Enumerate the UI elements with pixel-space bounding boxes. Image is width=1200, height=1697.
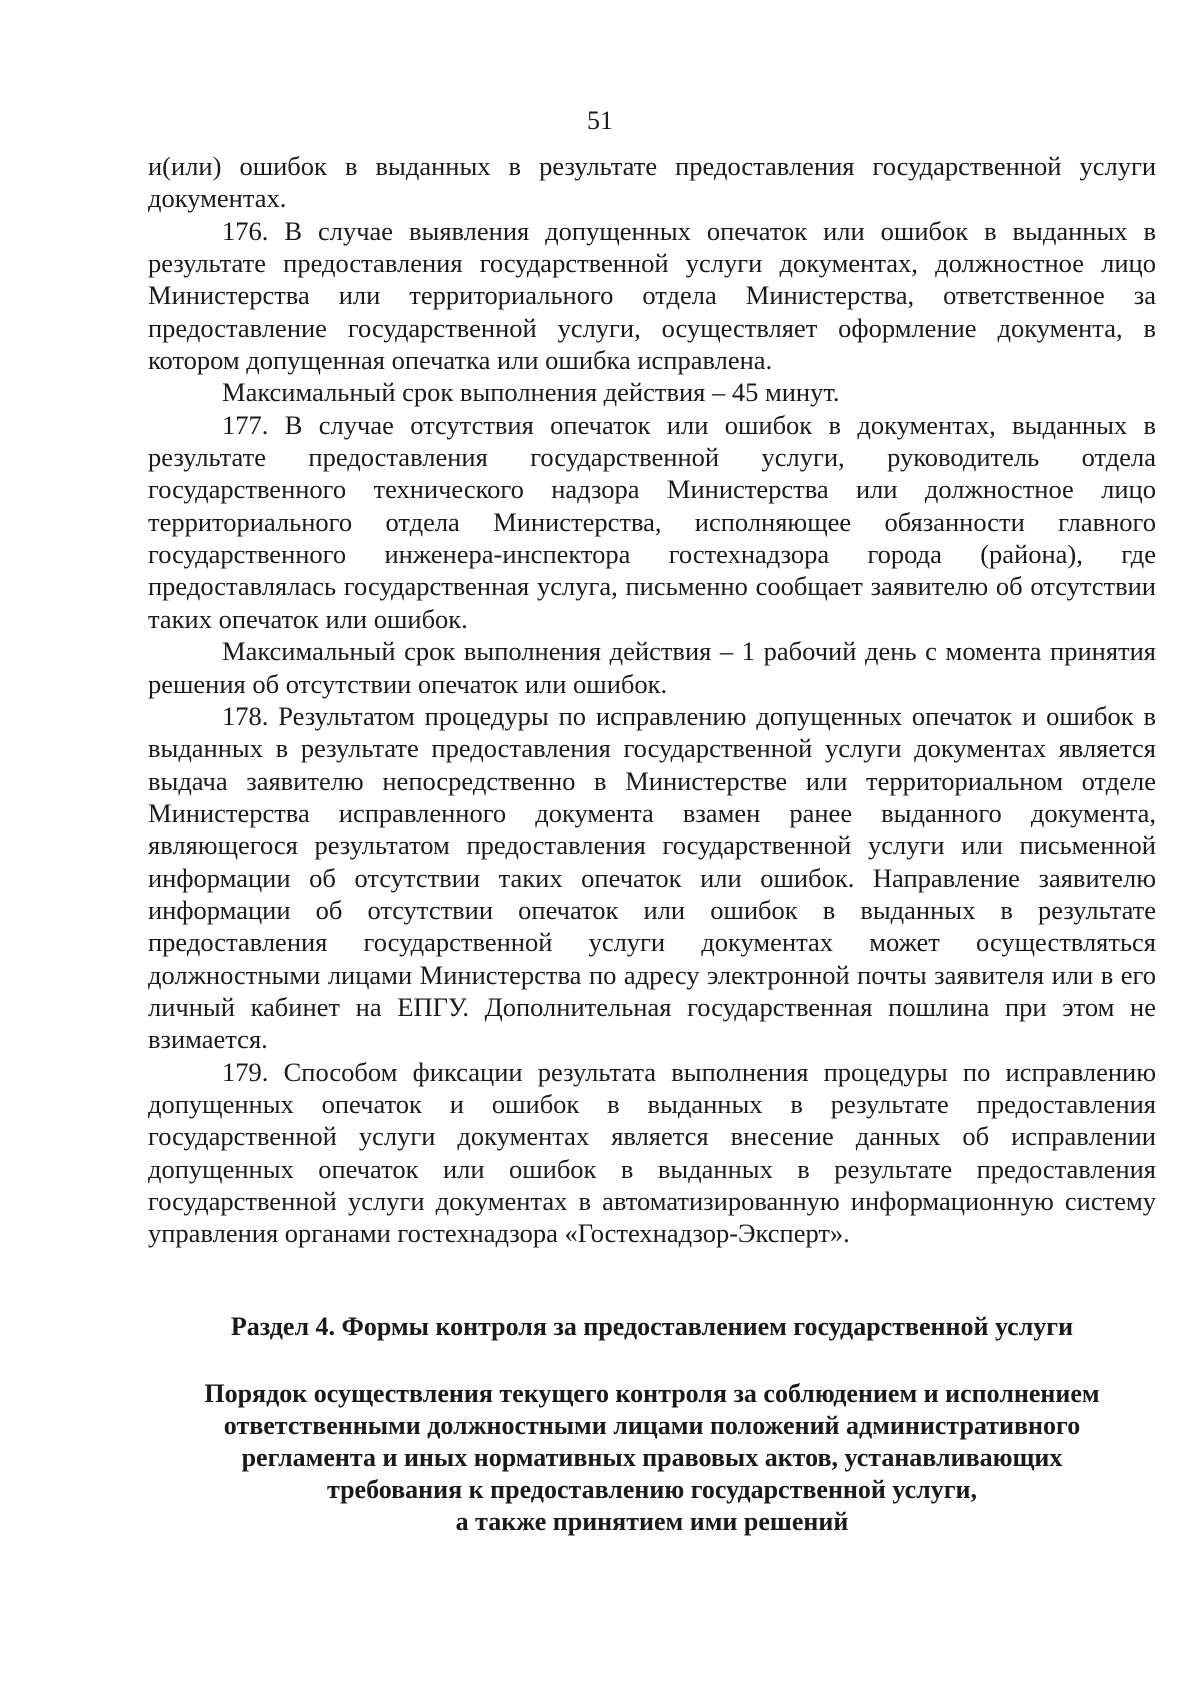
paragraph-continuation: и(или) ошибок в выданных в результате предоставления государственной услуги документах. [148,151,1156,214]
subsection-heading-line: ответственными должностными лицами положений административного [223,1411,1081,1440]
paragraph-177-deadline: Максимальный срок выполнения действия – 1 рабочий день с момента принятия решения об отсутствии опечаток или ошибок. [148,636,1156,699]
page-number: 51 [587,106,613,135]
subsection-heading-line: требования к предоставлению государственной услуги, [327,1475,977,1504]
paragraph-176: 176. В случае выявления допущенных опечаток или ошибок в выданных в результате предоставления государственной услуги документах, должностное лицо Министерства или территориального отдела Министерства, ответственное за предоставление государственной услуги, осуществляет оформление документа, в котором допущенная опечатка или ошибка исправлена. [148,215,1156,376]
paragraph-178: 178. Результатом процедуры по исправлению допущенных опечаток и ошибок в выданных в результате предоставления государственной услуги документах является выдача заявителю непосредственно в Министерстве или территориальном отделе Министерства исправленного документа взамен ранее выданного документа, являющегося результатом предоставления государственной услуги или письменной информации об отсутствии таких опечаток или ошибок. Направление заявителю информации об отсутствии опечаток или ошибок в выданных в результате предоставления государственной услуги документах может осуществляться должностными лицами Министерства по адресу электронной почты заявителя или в его личный кабинет на ЕПГУ. Дополнительная государственная пошлина при этом не взимается. [148,700,1156,1055]
document-body [148,150,1156,1250]
subsection-heading [148,1378,1156,1538]
paragraph-177: 177. В случае отсутствия опечаток или ошибок в документах, выданных в результате предоставления государственной услуги, руководитель отдела государственного технического надзора Министерства или должностное лицо территориального отдела Министерства, исполняющее обязанности главного государственного инженера-инспектора гостехнадзора города (района), где предоставлялась государственная услуга, письменно сообщает заявителю об отсутствии таких опечаток или ошибок. [148,409,1156,634]
subsection-heading-line: Порядок осуществления текущего контроля за соблюдением и исполнением [204,1379,1100,1408]
paragraph-176-deadline: Максимальный срок выполнения действия – 45 минут. [222,377,840,408]
paragraph-179: 179. Способом фиксации результата выполнения процедуры по исправлению допущенных опечаток и ошибок в выданных в результате предоставления государственной услуги документах является внесение данных об исправлении допущенных опечаток или ошибок в выданных в результате предоставления государственной услуги документах в автоматизированную информационную систему управления органами гостехнадзора «Гостехнадзор-Эксперт». [148,1056,1156,1249]
subsection-heading-line: регламента и иных нормативных правовых актов, устанавливающих [241,1443,1063,1472]
subsection-heading-line: а также принятием ими решений [455,1507,849,1536]
section-heading: Раздел 4. Формы контроля за предоставлением государственной услуги [230,1312,1074,1341]
